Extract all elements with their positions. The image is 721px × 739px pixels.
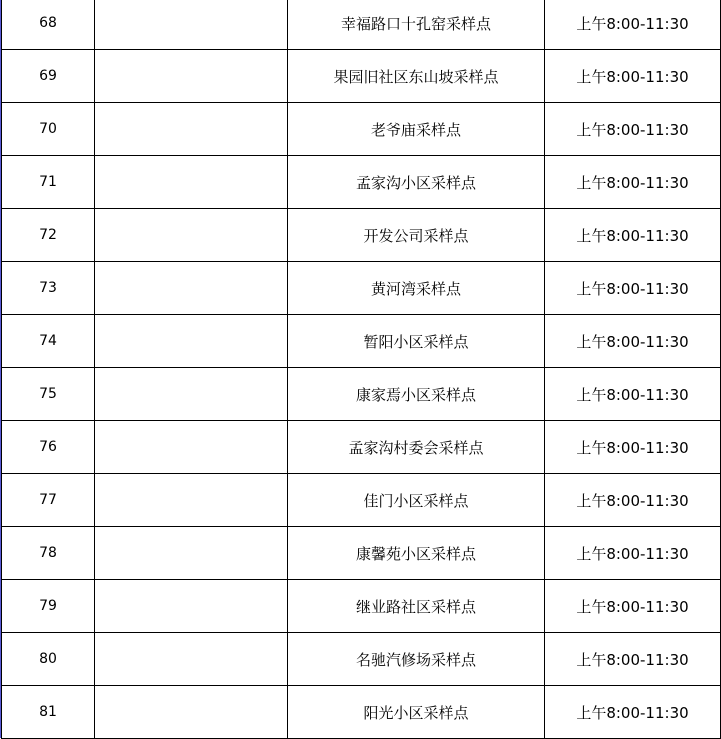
table-row [2,633,721,686]
blank-cell [95,262,288,315]
sampling-time: 上午8:00-11:30 [545,103,721,156]
blank-cell [95,156,288,209]
table-row [2,209,721,262]
row-number: 72 [2,209,95,262]
sampling-time: 上午8:00-11:30 [545,633,721,686]
sampling-site-name: 老爷庙采样点 [288,103,545,156]
row-number: 75 [2,368,95,421]
row-number: 73 [2,262,95,315]
table-row [2,50,721,103]
blank-cell [95,209,288,262]
row-number: 68 [2,0,95,50]
blank-cell [95,474,288,527]
blank-cell [95,686,288,739]
sampling-site-name: 果园旧社区东山坡采样点 [288,50,545,103]
sampling-site-name: 黄河湾采样点 [288,262,545,315]
table-row [2,474,721,527]
sampling-site-name: 佳门小区采样点 [288,474,545,527]
blank-cell [95,527,288,580]
sampling-site-name: 幸福路口十孔窑采样点 [288,0,545,50]
row-number: 78 [2,527,95,580]
table-row [2,262,721,315]
sampling-site-table [1,0,721,739]
sampling-time: 上午8:00-11:30 [545,262,721,315]
sampling-site-name: 孟家沟小区采样点 [288,156,545,209]
blank-cell [95,315,288,368]
sampling-time: 上午8:00-11:30 [545,474,721,527]
sampling-time: 上午8:00-11:30 [545,368,721,421]
sampling-site-name: 名驰汽修场采样点 [288,633,545,686]
row-number: 80 [2,633,95,686]
blank-cell [95,0,288,50]
row-number: 70 [2,103,95,156]
row-number: 76 [2,421,95,474]
sampling-site-name: 开发公司采样点 [288,209,545,262]
sampling-site-name: 暂阳小区采样点 [288,315,545,368]
sampling-time: 上午8:00-11:30 [545,209,721,262]
sampling-site-name: 康家焉小区采样点 [288,368,545,421]
row-number: 74 [2,315,95,368]
sampling-time: 上午8:00-11:30 [545,156,721,209]
table-row [2,580,721,633]
row-number: 81 [2,686,95,739]
table-row [2,368,721,421]
sampling-time: 上午8:00-11:30 [545,315,721,368]
table-row [2,156,721,209]
row-number: 79 [2,580,95,633]
blank-cell [95,421,288,474]
sampling-site-name: 阳光小区采样点 [288,686,545,739]
table-row [2,686,721,739]
sampling-time: 上午8:00-11:30 [545,580,721,633]
blank-cell [95,580,288,633]
table-row [2,315,721,368]
sampling-time: 上午8:00-11:30 [545,421,721,474]
blank-cell [95,103,288,156]
sampling-time: 上午8:00-11:30 [545,0,721,50]
row-number: 69 [2,50,95,103]
sampling-time: 上午8:00-11:30 [545,50,721,103]
table-row [2,103,721,156]
table-row [2,0,721,50]
sampling-time: 上午8:00-11:30 [545,686,721,739]
sampling-site-name: 孟家沟村委会采样点 [288,421,545,474]
sampling-site-name: 康馨苑小区采样点 [288,527,545,580]
table-row [2,527,721,580]
row-number: 77 [2,474,95,527]
sampling-time: 上午8:00-11:30 [545,527,721,580]
sampling-site-name: 继业路社区采样点 [288,580,545,633]
blank-cell [95,50,288,103]
blank-cell [95,368,288,421]
row-number: 71 [2,156,95,209]
table-row [2,421,721,474]
blank-cell [95,633,288,686]
